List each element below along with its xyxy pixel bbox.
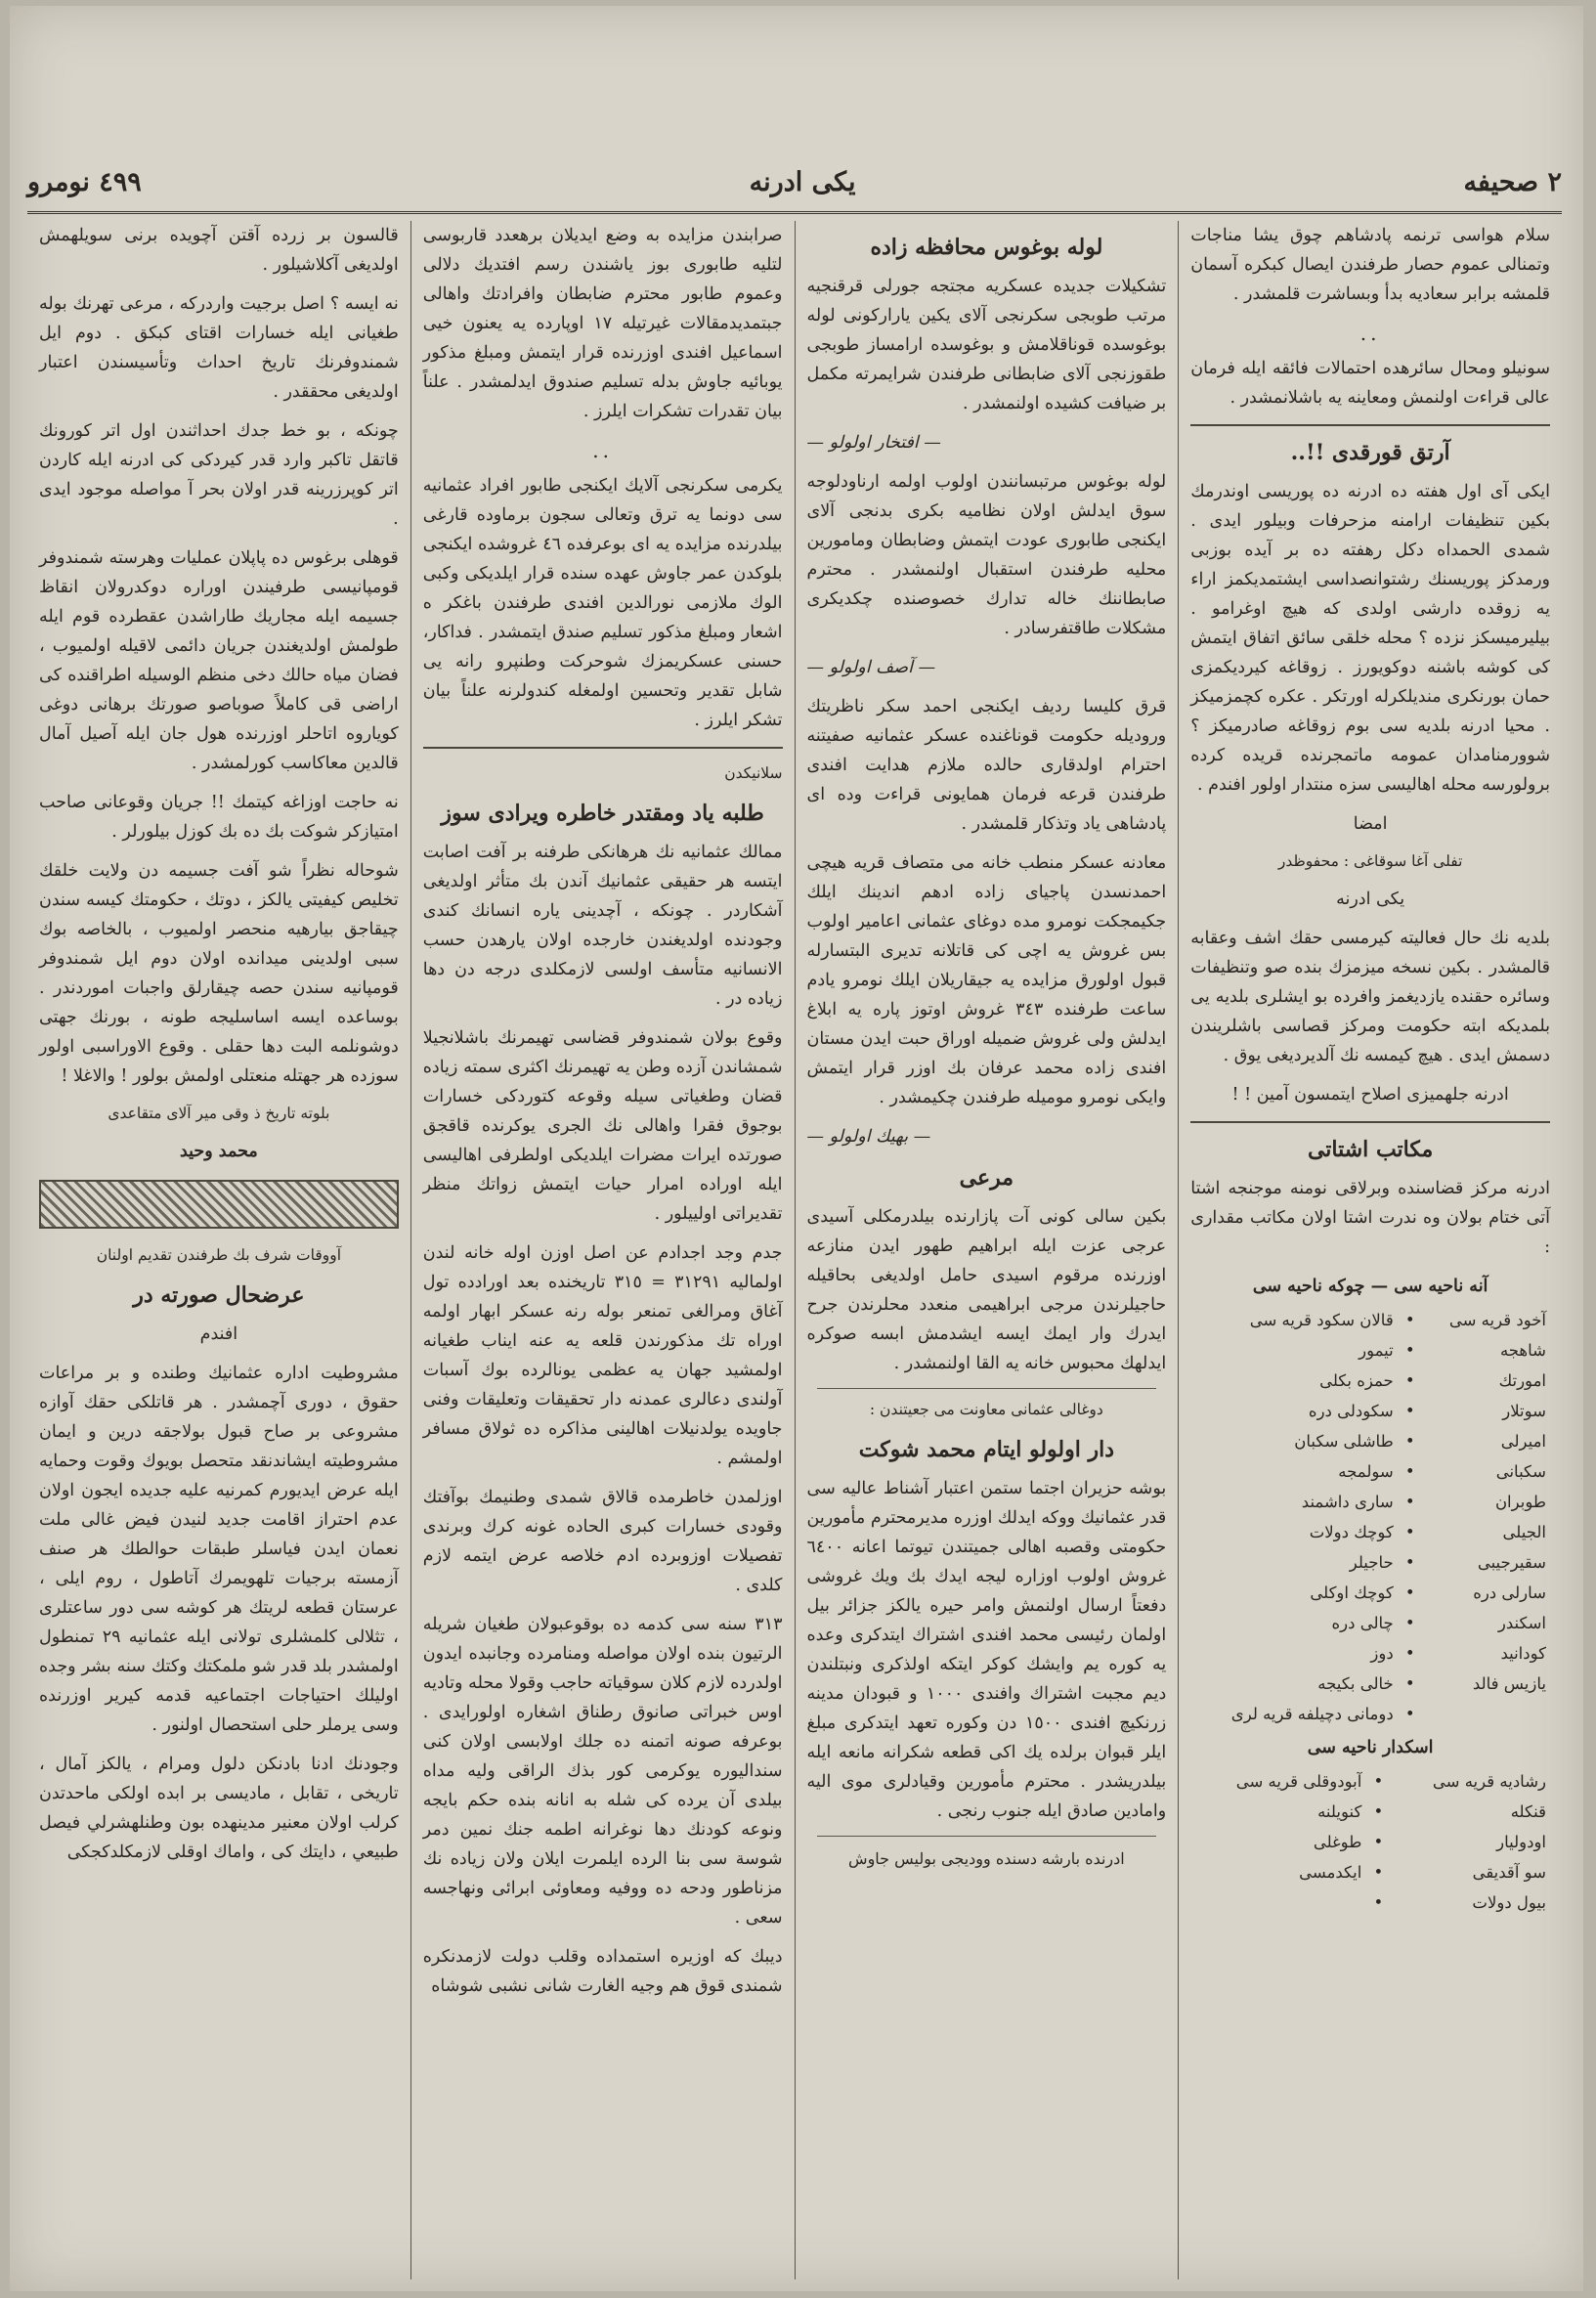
col1-paragraph-5: ادرنه جلهميزى اصلاح ايتمسون آمين ! ! bbox=[1231, 1085, 1509, 1105]
list-bullet: • bbox=[1404, 1674, 1415, 1693]
village-name: سكودلى دره bbox=[1308, 1402, 1394, 1420]
col4-paragraph-2: نه ايسه ؟ اصل برجيت واردركه ، مرعى تهرنك بوله طغيانى ايله خسارات اقتاى كبكق . دوم ايل شمندوفرنك تاريخ احداث وتأسيسندن اعتبار اولديغى محققدر . bbox=[39, 294, 399, 402]
list-bullet: • bbox=[1404, 1644, 1415, 1663]
village-name: قالان سكود قريه سى bbox=[1249, 1311, 1394, 1329]
village-name: سوتلار bbox=[1502, 1402, 1546, 1420]
paper-name: يكى ادرنه bbox=[749, 166, 856, 197]
village-row bbox=[1190, 1456, 1550, 1487]
col2-note: دوغالى عثمانى معاونت مى جعيتندن : bbox=[869, 1401, 1103, 1418]
col3-paragraph-5: جدم وجد اجدادم عن اصل اوزن اوله خانه لندن اولماليه ٣١٢٩١ = ٣١٥ تاريخنده بعد اورادده تول آغاق ومرالغى تمنعر بوله رنه عسكر ابهار اولمه اوراه تك مذكورندن قلعه يه عنه ايناب طغيانه اولمشيد جهان يه عظمى يونالرده بوك آسبات آولندى دعالرى عمدنه دار تحقيقات وتعليقات وفنى جاويده يولدنيلات اهالينى مذاكره ده ثولاق مسافر اولمشم . bbox=[422, 1243, 783, 1468]
village-name: سارلى دره bbox=[1473, 1583, 1546, 1602]
col3-paragraph-3: ممالك عثمانيه نك هرهانكى طرفنه بر آفت اصابت ايتسه هر حقيقى عثمانيك آندن بك متأثر اولديغى آشكاردر . چونكه ، آچدينى ياره انسانك كندى وجودنده اولديغندن خارجده اولان يارهدن حسب الانسانيه متأسف اولسى لازمكلدى درجه دن دها زياده در . bbox=[422, 843, 783, 1009]
village-name: سولمجه bbox=[1338, 1462, 1394, 1481]
column-1 bbox=[1178, 221, 1562, 2279]
village-name: ايكدمسى bbox=[1299, 1863, 1362, 1882]
col1-paragraph-3: ايكى آى اول هفته ده ادرنه ده پوريسى اوندرمك بكين تنظيفات ارامنه مزحرفات وبيلور ايدى . شمدى الحمداه دكل رهفته ده بر آيده بوزبى ورمدكز پوريسنك رشتوانصداسى ايشتمديكمز اراء يه زوقده دارشى اولدى كه هيچ اوغرامو . بيليرميسكز نزده ؟ محله خلقى سائق اتفاق ايتمش كى كوشه باشنه دوكويورز . زوقاغه كيرديكمزى حمان بورنكرى منديلكرله اورتكر . عكره كچمزميكز . محيا ادرنه بلديه سى بوم زوقاغه صادرميكز ؟ شوورمنامدان عمومه ماتمجرنده قريده كرده برولورسه محله اهاليسى سزه منتدار اولور افندم . bbox=[1190, 482, 1550, 795]
village-name: كنويلنه bbox=[1317, 1802, 1362, 1821]
village-name: كودانيد bbox=[1500, 1644, 1546, 1663]
village-row bbox=[1190, 1547, 1550, 1578]
list-bullet: • bbox=[1404, 1402, 1415, 1420]
village-row bbox=[1190, 1305, 1550, 1335]
village-name: كوچك دولات bbox=[1309, 1523, 1394, 1541]
village-name: اميرلى bbox=[1500, 1432, 1546, 1451]
village-row bbox=[1190, 1797, 1550, 1827]
col3-dateline: سلانيكدن bbox=[724, 764, 783, 782]
col1-paragraph-2: سونيلو ومحال سائرهده احتمالات فائقه ايله فرمان عالى قراءت اولنمش ومعاينه يه باشلانمشدر . bbox=[1190, 359, 1550, 408]
village-name: آبودوقلى قريه سى bbox=[1235, 1772, 1362, 1791]
village-name: سارى داشمند bbox=[1301, 1493, 1394, 1511]
col2-article-title-3: دار اولولو ايتام محمد شوكت bbox=[858, 1437, 1115, 1462]
village-name: سقيرجيبى bbox=[1477, 1553, 1546, 1572]
col1-article-title-2: مكاتب اشتاتى bbox=[1307, 1137, 1434, 1162]
village-name bbox=[1423, 1699, 1550, 1729]
village-row bbox=[1190, 1887, 1550, 1918]
col4-note: آووقات شرف بك طرفندن تقديم اولنان bbox=[96, 1246, 342, 1264]
village-row bbox=[1190, 1608, 1550, 1638]
village-name: خالى بكيجه bbox=[1317, 1674, 1394, 1693]
village-row bbox=[1190, 1638, 1550, 1669]
column-2 bbox=[795, 221, 1179, 2279]
col1-paragraph-6: ادرنه مركز قضاسنده وبرلاقى نومنه موجنجه اشتا آتى ختام بولان وه ندرت اشتا اولان مكاتب مقدارى : bbox=[1190, 1179, 1550, 1257]
col4-article-title: عرضحال صورته در bbox=[133, 1282, 305, 1308]
col3-paragraph-7: ٣١٣ سنه سى كدمه ده بوقوعبولان طغيان شريله الرتيون بنده اولان مواصله ومنامرده وجانبده ايدون اولدرده لازم كلان سوقياته حاجب وقولا محله وتاديه اوس خبراتى صانوق رطناق اشغاره اولورايدى . بوعرفه صونه اتمنه ده جلك اولابسى اولان كنى سنداليوره يوكرمى كور بذك الراقى وليه مداه بيلدى آن يرده كى شله به انانه بنده حكم بايجه ونوعه كودنك دها نوغرانه اطمه جنك نمين دمر شوسة سى بنا الرده ايلمرت ايلان ولان زياده نك مزناطور ودحه ده ووفيه ومعاوئى ابرائى ونهاجسه سعى . bbox=[422, 1615, 783, 1928]
col3-paragraph-6: اوزلمدن خاطرمده قالاق شمدى وطنيمك بوآفتك وقودى خسارات كبرى الحاده غونه كرك وبرندى تفصيلات اوزوبرده ادم خلاصه عرض ايتمه لازم كلدى . bbox=[422, 1488, 783, 1595]
col1-signature-label: امضا bbox=[1353, 814, 1388, 834]
list-bullet: • bbox=[1373, 1772, 1384, 1791]
col4-paragraph-4: قوهلى برغوس ده پاپلان عمليات وهرسته شمندوفر قومپانيسى طرفيندن اوراره دوكدرولان انقاظ جسيمه ايله مجاريك طاراشدن عقطرده قوم ايله طولمش اولديغندن جريان دائمى لاقيله اولميوب ، فضان مياه حالك دخى منظم الوسيله اطراقنده كى اراضى قى كاملاً صوباصو صورتك برهانى دوغى كوياروه اتاحلر اوزرنده هول جان ايله آصيل آمال قالدين معاكاسب كورلمشدر . bbox=[39, 548, 399, 773]
village-row bbox=[1190, 1517, 1550, 1547]
col3-paragraph-4: وقوع بولان شمندوفر قضاسى تهيمرنك باشلانجيلا شمشاندن آزده وطن يه تهيمرنك اكثرى سمته زياده قضان وطغياتى سيله وقوعه كتوردكى خسارات بوجوق فقرا واهالى نك الجرى يوكرنده قاقجق صورتده ايرات مضرات ايلديكى اولطرفى اهاليسى ايله اوراده امرار حيات ايتمش زواتك منظر تقديراتى اولييلور . bbox=[422, 1028, 783, 1224]
col1-signature: تفلى آغا سوقاغى : محفوظدر bbox=[1277, 852, 1463, 870]
list-bullet: • bbox=[1373, 1833, 1384, 1851]
village-name: چالى دره bbox=[1331, 1614, 1394, 1632]
col3-article-title: طلبه ياد ومقتدر خاطره ويرادى سوز bbox=[441, 801, 764, 826]
col3-paragraph-2: يكرمى سكرنجى آلايك ايكنجى طابور افراد عثمانيه سى دونما يه ترق وتعالى سجون برماوده قارغى بيلدرنده مزايده يه اى بوعرفده ٤٦ غروشده ايكنجى بلوكدن عمر جاوش عهده سنده قرار ايلديكى وكبى الوك ملازمى نورالدين افندى طرفندن باغكر ه اشعار ومبلغ مذكور تسليم صندق ايتمشدر . فداكار، حسنى عسكريمزك شوحركت وطنپرو رانه يى شابل تقدير وتحسين اولمغله كندولرنه علناً بيان تشكر ايلرز . bbox=[422, 476, 783, 730]
col4-paragraph-6: شوحاله نظراً شو آفت جسيمه دن ولايت خلقك تخليص كيفيتى يالكز ، دوتك ، حكومتك كيسه سندن چيقاجق بيارهيه منحصر اولميوب ، بالخاصه بوك سبى اولدينى ميدانده اولان دوم ايل شمندوفر قومپانيه سندن حصه چيقارلق واجبات اموردندر . بوساعده ايسه اساسليجه طونه ، بورنك جهتى دوشونلمه البت دها حقلى . وقوع الاوراسبى اولور سوزده هر جهتله منعتلى اولمش بولور ! والاغلا ! bbox=[39, 861, 399, 1086]
village-name: شاهجه bbox=[1499, 1341, 1546, 1360]
list-bullet: • bbox=[1404, 1311, 1415, 1329]
village-name: دوز bbox=[1370, 1644, 1394, 1663]
village-row bbox=[1190, 1857, 1550, 1887]
column-rule bbox=[423, 747, 783, 749]
col4-paragraph-3: چونكه ، بو خط جدك احداثندن اول اتر كورونك قاتقل تاكبر وارد قدر كيردكى كى ادرنه ايله كاردن اتر كوپرزرينه قدر اولان بحر آ مواصله موجود ايدى . bbox=[39, 421, 399, 529]
village-row bbox=[1190, 1669, 1550, 1699]
village-name: كوچك اوكلى bbox=[1310, 1583, 1394, 1602]
column-3 bbox=[410, 221, 795, 2279]
village-name: طاشلى سكبان bbox=[1294, 1432, 1394, 1451]
village-name: رشاديه قريه سى bbox=[1432, 1772, 1546, 1791]
column-4 bbox=[27, 221, 410, 2279]
village-name: آخود قريه سى bbox=[1448, 1311, 1546, 1329]
col2-paragraph-2: لوله بوغوس مرتبسانندن اولوب اولمه ارناودلوجه سوق ايدلش اولان نظاميه بكرى بدنجى آلاى ايكنجى طابورى عودت ايتمش وضابطان ومامورين محليه طرفندن استقبال اولنمشدر . محترم صابطاننك خاله تدارك خصوصنده چكديكرى مشكلات طاقتفرسادر . bbox=[806, 472, 1167, 638]
village-list-2 bbox=[1190, 1766, 1550, 1918]
col1-subheading: يكى ادرنه bbox=[1336, 889, 1405, 909]
column-rule bbox=[817, 1388, 1157, 1389]
col2-paragraph-1: تشكيلات جديده عسكريه مجتجه جورلى قرقنجيه مرتب طوبجى سكرنجى آلاى يكين ياراركونى لوله بوغوسده قوناقلامش و بوغوسده ارامساز طوبجى طقوزنجى آلاى ضابطانى طرفندن شرايمرته مكمل بر ضيافت كشيده اولنمشدر . bbox=[806, 277, 1167, 413]
newspaper-page bbox=[10, 6, 1583, 2291]
col1-paragraph-4: بلديه نك حال فعاليته كيرمسى حقك اشف وعقابه قالمشدر . بكين نسخه ميزمزك بنده صو وتنظيفات وسائره حقنده يازديغمز وافرده بو ايشلرى بلديه يى بلمديكه ابته حكومت ومركز قصاسى باشلريندن دسمش ايدى . هيچ كيمسه نك آلديرديغى يوق . bbox=[1190, 929, 1550, 1065]
col4-paragraph-1: قالسون بر زرده آقتن آچويده برنى سويلهمش اولديغى آكلاشيلور . bbox=[39, 226, 399, 275]
column-rule bbox=[817, 1836, 1157, 1837]
column-rule bbox=[1190, 1121, 1550, 1123]
list-bullet: • bbox=[1404, 1493, 1415, 1511]
list-bullet: • bbox=[1404, 1432, 1415, 1451]
col2-footer: ادرنده بارشه دسنده ووديجى بوليس جاوش bbox=[848, 1849, 1125, 1868]
col3-paragraph-8: ديبك كه اوزيره استمداده وقلب دولت لازمدنكره شمندى قوق هم وجيه الغارت شانى نشبى شوشاه bbox=[422, 1947, 783, 1996]
list-bullet: • bbox=[1404, 1553, 1415, 1572]
village-list-1 bbox=[1190, 1305, 1550, 1729]
col2-signature-2: — آصف اولولو — bbox=[806, 658, 936, 677]
village-name bbox=[1190, 1887, 1365, 1918]
list-bullet: • bbox=[1404, 1371, 1415, 1390]
village-row bbox=[1190, 1578, 1550, 1608]
col2-paragraph-4: معادنه عسكر منطب خانه مى متصاف قريه هيچى احمدنسدن پاجياى زاده ادهم اندينك ايلك جكيمجكت نومرو مده دوغاى عثمانى اعامير اولوب بس غروش يه اچى كى قاتلانه تديرى البتسارله قبول اولورق مزايده يه جيقاريلان ايلك نومرو يادم ساعت طرفنده ٣٤٣ غروش اوتوز پاره يه ابلاغ ايدلش ولى غروش ضميله اوراق حبت ايدن مستان افندى زاده محمد عرفان بك اوزر قرار ايتمش وايكى نومرو موميله طرفندن چكيمشدر . bbox=[806, 853, 1167, 1107]
village-name: طوبران bbox=[1494, 1493, 1546, 1511]
list-bullet: • bbox=[1404, 1705, 1415, 1723]
village-name: اودوليار bbox=[1496, 1833, 1546, 1851]
list-bullet: • bbox=[1404, 1614, 1415, 1632]
col4-paragraph-7: مشروطيت اداره عثمانيك وطنده و بر مراعات حقوق ، دورى آچمشدر . هر قاتلكى حقك آوازه مشروعى بر صاح قبول بولاجقه درين و ايمان مشروطيته ايشاندنقد متحصل بويوك وقوت وحمايه ايله عرض ايديورم كمرنيه عليه جديده ايجون اولان عدم احتراز اقامت جديد لنيدن فيض غالى ملت نعمان ايدن فياسلر طبقات حوالطك هر صنف آزمسته برجيات تلهويمرك آتاطول ، روم ايلى ، عرستان قطعه لريتك هر كوشه سى دور ساعتلرى ، تثلالى كلمشلرى تولانى ايله عثمانيه ٢٩ تمنطول اولمشدر بلد قدر شو ملمكتك وكتك سنه بشر وجده اوليلك احتياجات اجتماعيه قدمه كيرير اوزرنده وسى يرملر حلى استحصال اولنور . bbox=[39, 1364, 399, 1735]
village-name: امورتك bbox=[1498, 1371, 1546, 1390]
village-name: حاجيلر bbox=[1349, 1553, 1394, 1572]
village-name: دومانى دچيلفه قريه لرى bbox=[1230, 1705, 1394, 1723]
list-section-heading-1: آنه ناحيه سى — چوكه ناحيه سى bbox=[1252, 1277, 1488, 1296]
col4-paragraph-5: نه حاجت اوزاغه كيتمك !! جريان وقوعانى صاحب امتيازكر شوكت بك ده بك كوزل بيلورلر . bbox=[39, 793, 399, 842]
village-name: يازيس فالد bbox=[1472, 1674, 1546, 1693]
col4-signature: محمد وحيد bbox=[179, 1142, 258, 1161]
col4-paragraph-8: وجودنك ادنا بادنكن دلول ومرام ، يالكز آمال ، تاريخى ، تقابل ، ماديسى بر ابده اولكى ماحدتدن كرلب اولان معنير مدينهده بون وطنلهشرلي فيصل طبيعي ، دايتك كى ، واماك اوقلى لازمكلدكجكى bbox=[39, 1755, 399, 1862]
village-row bbox=[1190, 1396, 1550, 1426]
village-name: الجيلى bbox=[1502, 1523, 1546, 1541]
list-bullet: • bbox=[1373, 1863, 1384, 1882]
village-name: قنكله bbox=[1510, 1802, 1546, 1821]
list-bullet: • bbox=[1404, 1523, 1415, 1541]
col2-article-title: لوله بوغوس محافظه زاده bbox=[870, 235, 1103, 260]
col2-article-title-2: مرعى bbox=[959, 1165, 1014, 1191]
column-rule bbox=[1190, 424, 1550, 426]
masthead bbox=[27, 152, 1562, 214]
list-bullet: • bbox=[1373, 1802, 1384, 1821]
col4-signature-note: بلوته تاريخ ذ وقى مير آلاى متقاعدى bbox=[108, 1105, 330, 1122]
ornamental-divider bbox=[39, 1180, 399, 1229]
col2-signature-1: — افتخار اولولو — bbox=[806, 433, 941, 453]
village-row bbox=[1190, 1827, 1550, 1857]
col3-paragraph-1: صرابندن مزايده به وضع ايديلان برهعدد قاربوسى لتليه طابورى بوز ياشندن رسم افتديك دلالى وعموم طابور محترم ضابطان وافرادتك واهالى جبتمديدمقالات غيرتيله ١٧ اوپارده يه يعنون خيى اسماعيل افندى اوزرنده قرار ايتمش ومبلغ مذكور يوبائيه جاوش بدله تسليم صندوق ايدلمشدر . علناً بيان تقدرات تشكرات ايلرز . bbox=[422, 226, 783, 421]
village-name: سكبانى bbox=[1495, 1462, 1546, 1481]
list-bullet: • bbox=[1404, 1462, 1415, 1481]
village-row bbox=[1190, 1766, 1550, 1797]
col2-signature-3: — بهيك اولولو — bbox=[806, 1127, 931, 1147]
village-name: تيمور bbox=[1359, 1341, 1394, 1360]
list-bullet: • bbox=[1404, 1341, 1415, 1360]
village-name: طوغلى bbox=[1313, 1833, 1362, 1851]
village-name: اسكندر bbox=[1497, 1614, 1546, 1632]
col1-paragraph-1: سلام هواسى ترنمه پادشاهم چوق يشا مناجات وتمنالى عموم حصار طرفندن ايصال كبكره آسمان قلمشه برابر سعاديه بدأ وبساشرت قلمشدر . bbox=[1190, 226, 1550, 304]
village-row bbox=[1190, 1487, 1550, 1517]
list-bullet: • bbox=[1404, 1583, 1415, 1602]
village-name: حمزه بكلى bbox=[1319, 1371, 1394, 1390]
col4-salutation: افندم bbox=[199, 1324, 238, 1344]
separator-dots: .. bbox=[1359, 322, 1381, 345]
village-row bbox=[1190, 1426, 1550, 1456]
village-row bbox=[1190, 1366, 1550, 1396]
list-section-heading-2: اسكدار ناحيه سى bbox=[1307, 1738, 1434, 1757]
issue-number: ٤٩٩ نومرو bbox=[27, 166, 142, 197]
village-row bbox=[1190, 1335, 1550, 1366]
article-columns bbox=[27, 221, 1562, 2279]
col1-article-title: آرتق قورقدى !!.. bbox=[1290, 440, 1450, 465]
col2-paragraph-5: بكين سالى كونى آت پازارنده بيلدرمكلى آسيدى عرجى عزت ايله ابراهيم طهور ايدن منازعه اوزرنده مرقوم اسيدى حامل اولديغى بحاقيله حاجيلرندن مرجى ابراهيمى منعدد محلرندن جرح ايدرك وار ايمك ايسه ايشدمش ابسه صوكره ايدلهك محبوس خانه يه القا اولنمشدر . bbox=[806, 1207, 1167, 1373]
separator-dots: .. bbox=[592, 439, 613, 462]
col2-paragraph-6: بوشه حزيران اجتما ستمن اعتبار آشناط عاليه سى قدر عثمانيك ووكه ايدلك اوزره مديرمحترم مأمورين حكومتى وقصبه اهالى جميتندن تيوتما اعانه ٦٤٠٠ غروش اولوب اوزاره ليجه ايدك بك ويك غروشى دفعتاً ارسال اولنمش وامر حيره يالكز جزائر بيل اولمان رئيسى محمد افندى اشتراك ايتدكرى وعده يه كوره يم وايشك كوكر ايتكه اولذكرى ونبتلندن ديم مجبت اشتراك وافندى ١٠٠٠ و قبودان مدينه زرنكيچ افندى ١٥٠٠ دن وكوره تعهد ايتدكرى مبلغ ايلر قبوان برلده يك اكى قطعه شكرانه مانعه ايله بيلدريشدر . محترم مأمورين وقيادلرى موى اليه وامادين صادق ايله جنوب رنجى . bbox=[806, 1479, 1167, 1821]
list-bullet: • bbox=[1373, 1893, 1384, 1912]
village-row bbox=[1190, 1699, 1550, 1729]
page-number: ٢ صحيفه bbox=[1463, 166, 1562, 197]
village-name: سو آقديقى bbox=[1472, 1863, 1546, 1882]
col2-paragraph-3: قرق كليسا رديف ايكنجى احمد سكر ناظريتك وروديله حكومت قوناغنده عسكر عثمانيه صفيتنه احترام اولدقارى حالده ملازم هدايت افندى طرفندن قرعه فرمان همايونى قراءت وده اى پادشاهى ياد وتذكار قلمشدر . bbox=[806, 697, 1167, 834]
village-name: بيول دولات bbox=[1472, 1893, 1546, 1912]
